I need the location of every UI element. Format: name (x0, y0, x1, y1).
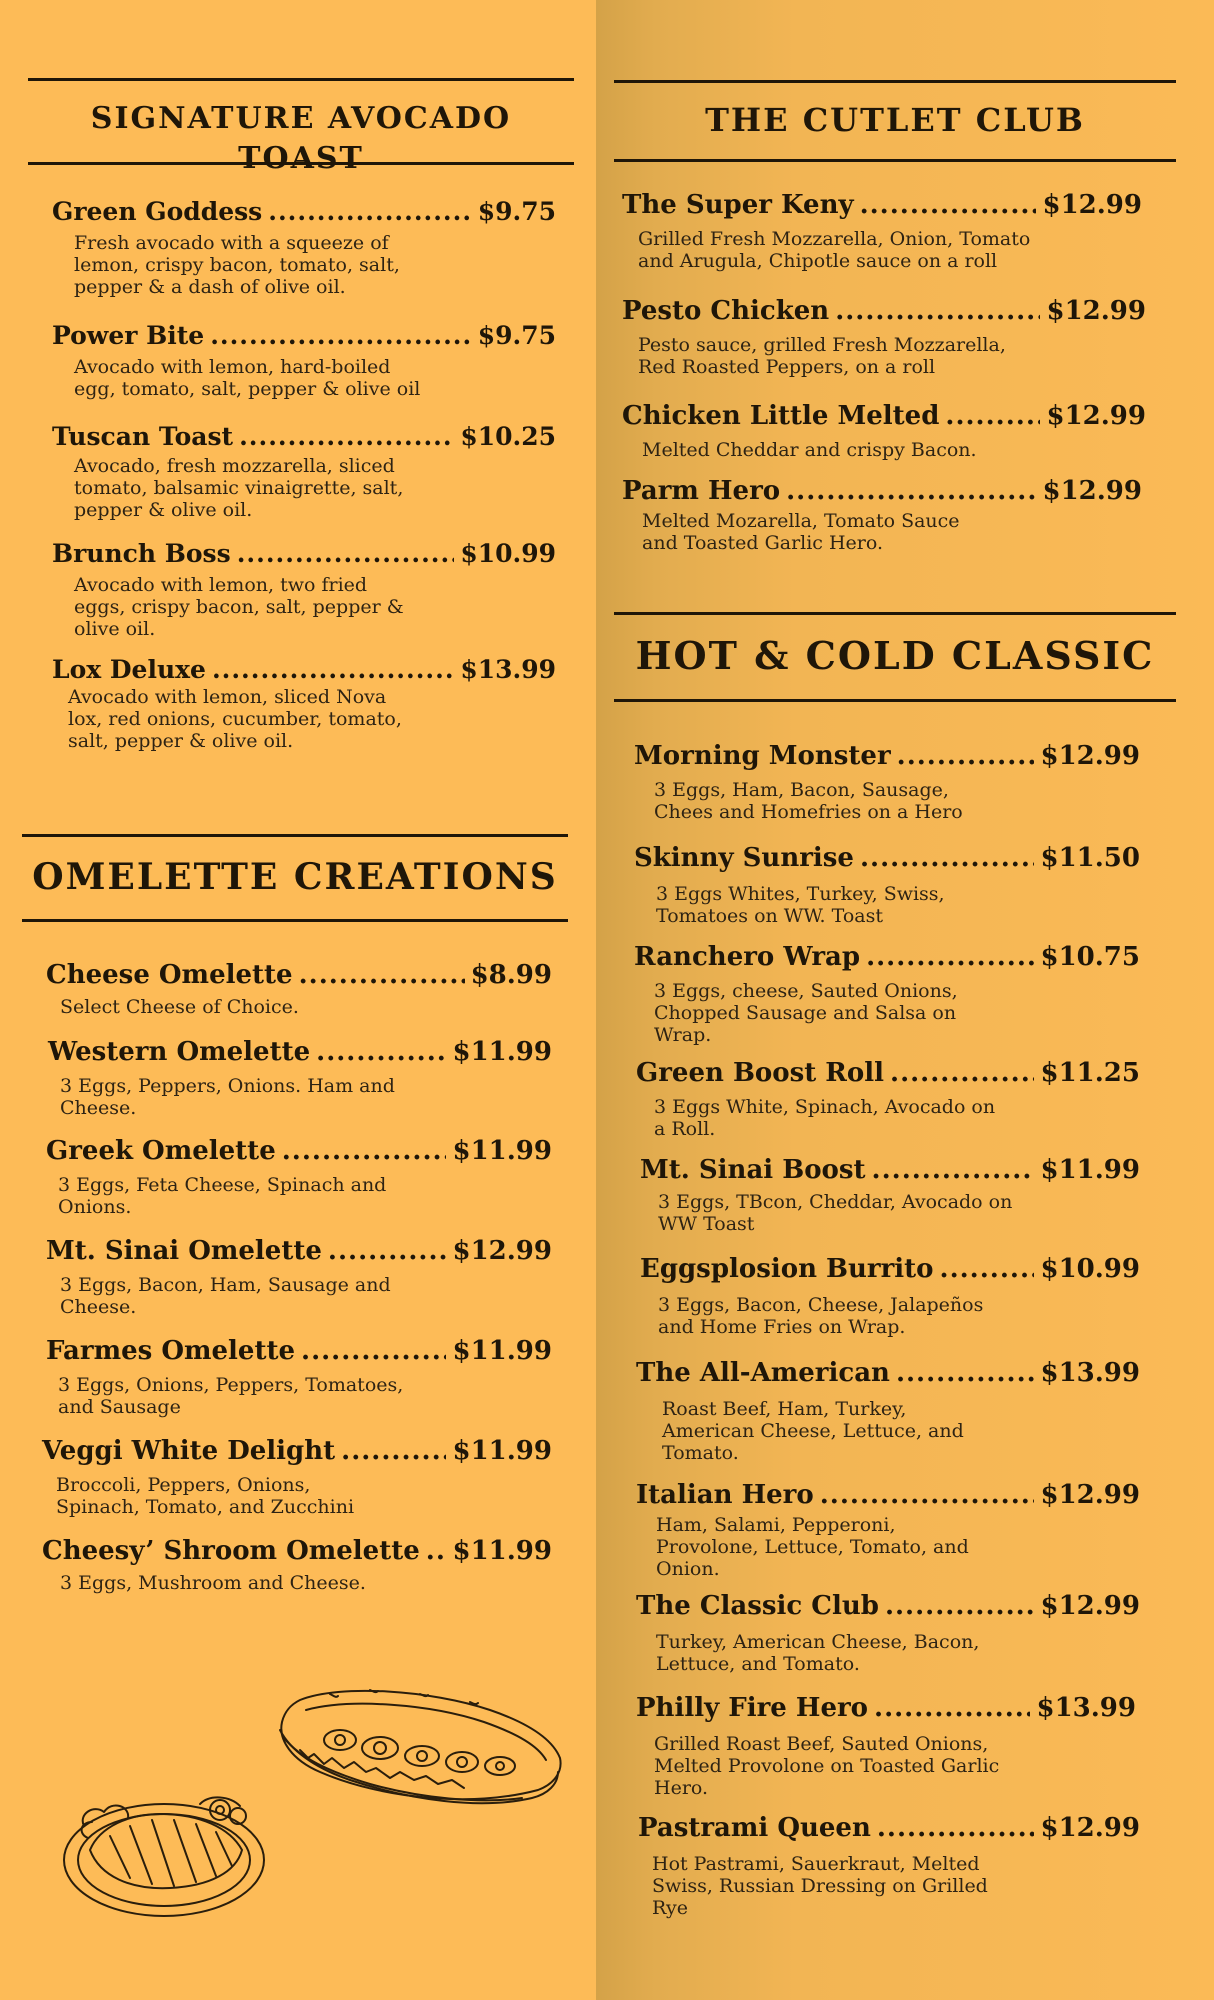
item-price: $12.99 (1046, 296, 1146, 326)
item-name: Mt. Sinai Omelette (46, 1236, 322, 1266)
item-price: $12.99 (1046, 401, 1146, 431)
leader-dots (426, 1536, 447, 1566)
item-description: Pesto sauce, grilled Fresh Mozzarella, Red Roasted Peppers, on a roll (638, 334, 1006, 378)
item-description: Melted Cheddar and crispy Bacon. (642, 439, 977, 461)
menu-item (622, 401, 1146, 461)
item-description: 3 Eggs, Peppers, Onions. Ham and Cheese. (60, 1075, 395, 1119)
leader-dots (835, 296, 1040, 326)
menu-item (622, 190, 1142, 272)
item-price: $9.75 (477, 321, 556, 350)
item-description: 3 Eggs, TBcon, Cheddar, Avocado on WW Toast (658, 1191, 1013, 1235)
section-omelette-creations (22, 834, 568, 922)
item-description: 3 Eggs, Feta Cheese, Spinach and Onions. (58, 1174, 387, 1218)
item-name: The Super Keny (622, 190, 854, 220)
item-description: Melted Mozarella, Tomato Sauce and Toasted Garlic Hero. (642, 510, 960, 554)
section-rule-bottom (22, 919, 568, 922)
item-price: $11.99 (452, 1536, 552, 1566)
section-title: THE CUTLET CLUB (705, 101, 1085, 139)
section-cutlet-club (614, 80, 1176, 162)
item-description: Ham, Salami, Pepperoni, Provolone, Lettuce, Tomato, and Onion. (656, 1514, 969, 1580)
section-avocado-toast (28, 78, 574, 176)
item-price: $10.25 (460, 422, 556, 451)
item-name: Mt. Sinai Boost (640, 1155, 866, 1185)
menu-item (636, 1480, 1140, 1580)
section-rule-bottom (614, 699, 1176, 702)
leader-dots (874, 1693, 1030, 1723)
item-name: Farmes Omelette (46, 1336, 296, 1366)
item-name: Chicken Little Melted (622, 401, 940, 431)
item-price: $12.99 (452, 1236, 552, 1266)
item-name: Italian Hero (636, 1480, 814, 1510)
menu-item (52, 422, 556, 521)
item-price: $13.99 (1040, 1358, 1140, 1388)
item-name: Greek Omelette (46, 1136, 276, 1166)
item-name: Power Bite (52, 321, 205, 350)
item-name: Pesto Chicken (622, 296, 830, 326)
leader-dots (877, 1813, 1035, 1843)
section-rule-top (28, 78, 574, 81)
item-description: Select Cheese of Choice. (60, 996, 299, 1018)
item-name: Cheesy’ Shroom Omelette (42, 1536, 420, 1566)
section-rule-top (22, 834, 568, 837)
item-name: Ranchero Wrap (634, 942, 861, 972)
item-name: Tuscan Toast (52, 422, 234, 451)
item-name: Lox Deluxe (52, 655, 206, 684)
leader-dots (301, 1336, 446, 1366)
item-name: Skinny Sunrise (634, 843, 854, 873)
menu-item (640, 1254, 1140, 1338)
menu-item (46, 1136, 552, 1218)
left-column (0, 0, 596, 2000)
item-price: $10.99 (460, 539, 556, 568)
leader-dots (866, 942, 1034, 972)
item-price: $12.99 (1040, 1813, 1140, 1843)
right-column (596, 0, 1214, 2000)
item-name: Eggsplosion Burrito (640, 1254, 934, 1284)
item-price: $12.99 (1042, 190, 1142, 220)
item-price: $8.99 (470, 960, 552, 990)
item-description: 3 Eggs White, Spinach, Avocado on a Roll. (654, 1096, 996, 1140)
item-price: $10.75 (1040, 942, 1140, 972)
menu-item (46, 1236, 552, 1318)
menu-item (638, 1813, 1140, 1919)
menu-item (52, 197, 556, 298)
item-description: 3 Eggs, Mushroom and Cheese. (60, 1572, 366, 1594)
menu-item (636, 1693, 1136, 1799)
item-name: Cheese Omelette (46, 960, 293, 990)
leader-dots (282, 1136, 447, 1166)
item-description: Avocado with lemon, hard-boiled egg, tomato, salt, pepper & olive oil (74, 356, 421, 400)
item-description: 3 Eggs, cheese, Sauted Onions, Chopped Sausage and Salsa on Wrap. (654, 980, 958, 1046)
leader-dots (237, 539, 455, 568)
item-name: Pastrami Queen (638, 1813, 871, 1843)
item-price: $9.75 (477, 197, 556, 226)
item-description: Avocado with lemon, two fried eggs, crispy bacon, salt, pepper & olive oil. (74, 574, 404, 640)
menu-item (634, 741, 1140, 823)
leader-dots (890, 1058, 1034, 1088)
item-price: $12.99 (1042, 476, 1142, 506)
item-name: Green Boost Roll (636, 1058, 885, 1088)
item-description: 3 Eggs, Onions, Peppers, Tomatoes, and Sausage (58, 1374, 404, 1418)
leader-dots (212, 655, 454, 684)
grilled-meat-plate-illustration (60, 1780, 270, 1920)
section-rule-top (614, 612, 1176, 615)
item-price: $12.99 (1040, 741, 1140, 771)
item-description: 3 Eggs, Ham, Bacon, Sausage, Chees and Homefries on a Hero (654, 779, 963, 823)
item-description: Hot Pastrami, Sauerkraut, Melted Swiss, Russian Dressing on Grilled Rye (652, 1853, 988, 1919)
item-description: 3 Eggs Whites, Turkey, Swiss, Tomatoes on WW. Toast (656, 883, 945, 927)
item-price: $13.99 (460, 655, 556, 684)
section-hot-cold-classic (614, 612, 1176, 702)
leader-dots (299, 960, 465, 990)
section-rule-top (614, 80, 1176, 83)
item-price: $11.99 (452, 1037, 552, 1067)
item-description: Turkey, American Cheese, Bacon, Lettuce, and Tomato. (656, 1631, 980, 1675)
sandwich-illustration (270, 1680, 566, 1826)
menu-item (622, 476, 1142, 554)
item-name: The All-American (636, 1358, 890, 1388)
item-price: $12.99 (1040, 1480, 1140, 1510)
menu-item (636, 1358, 1140, 1464)
section-title: SIGNATURE AVOCADO TOAST (90, 101, 512, 176)
item-description: Roast Beef, Ham, Turkey, American Cheese, Lettuce, and Tomato. (662, 1398, 964, 1464)
leader-dots (940, 1254, 1035, 1284)
item-description: 3 Eggs, Bacon, Cheese, Jalapeños and Home Fries on Wrap. (658, 1294, 984, 1338)
menu-item (52, 539, 556, 640)
menu-item (52, 321, 556, 400)
item-name: Brunch Boss (52, 539, 231, 568)
item-name: Philly Fire Hero (636, 1693, 869, 1723)
menu-item (640, 1155, 1140, 1235)
item-description: Grilled Roast Beef, Sauted Onions, Melted Provolone on Toasted Garlic Hero. (654, 1733, 1000, 1799)
item-price: $10.99 (1040, 1254, 1140, 1284)
section-rule-bottom (614, 159, 1176, 162)
item-name: Green Goddess (52, 197, 263, 226)
leader-dots (316, 1037, 446, 1067)
leader-dots (268, 197, 471, 226)
leader-dots (860, 190, 1037, 220)
item-price: $12.99 (1040, 1591, 1140, 1621)
menu-item (42, 1436, 552, 1518)
leader-dots (341, 1436, 446, 1466)
menu-item (622, 296, 1146, 378)
leader-dots (820, 1480, 1035, 1510)
item-description: Grilled Fresh Mozzarella, Onion, Tomato and Arugula, Chipotle sauce on a roll (638, 228, 1031, 272)
menu-item (636, 1058, 1140, 1140)
section-title: OMELETTE CREATIONS (32, 856, 558, 898)
leader-dots (786, 476, 1036, 506)
menu-item (634, 942, 1140, 1046)
item-name: The Classic Club (636, 1591, 879, 1621)
leader-dots (897, 741, 1035, 771)
section-title: HOT & COLD CLASSIC (635, 633, 1155, 678)
item-price: $11.99 (452, 1136, 552, 1166)
item-price: $11.99 (1040, 1155, 1140, 1185)
item-price: $11.99 (452, 1336, 552, 1366)
item-name: Parm Hero (622, 476, 781, 506)
item-description: Fresh avocado with a squeeze of lemon, crispy bacon, tomato, salt, pepper & a dash of olive oil. (74, 232, 400, 298)
item-description: 3 Eggs, Bacon, Ham, Sausage and Cheese. (60, 1274, 391, 1318)
item-price: $11.50 (1040, 843, 1140, 873)
item-name: Morning Monster (634, 741, 891, 771)
leader-dots (885, 1591, 1035, 1621)
leader-dots (860, 843, 1035, 873)
item-name: Veggi White Delight (42, 1436, 336, 1466)
item-description: Avocado with lemon, sliced Nova lox, red onions, cucumber, tomato, salt, pepper & olive oil. (68, 686, 402, 752)
item-description: Broccoli, Peppers, Onions, Spinach, Tomato, and Zucchini (56, 1474, 355, 1518)
leader-dots (872, 1155, 1035, 1185)
menu-item (48, 1037, 552, 1119)
leader-dots (945, 401, 1040, 431)
leader-dots (210, 321, 472, 350)
menu-item (636, 1591, 1140, 1675)
item-price: $13.99 (1036, 1693, 1136, 1723)
menu-item (634, 843, 1140, 927)
menu-item (46, 1336, 552, 1418)
item-price: $11.99 (452, 1436, 552, 1466)
menu-item (46, 960, 552, 1018)
leader-dots (896, 1358, 1035, 1388)
menu-item (42, 1536, 552, 1594)
leader-dots (239, 422, 454, 451)
menu-item (52, 655, 556, 752)
item-description: Avocado, fresh mozzarella, sliced tomato, balsamic vinaigrette, salt, pepper & olive oil. (74, 455, 404, 521)
item-name: Western Omelette (48, 1037, 311, 1067)
leader-dots (328, 1236, 447, 1266)
item-price: $11.25 (1040, 1058, 1140, 1088)
